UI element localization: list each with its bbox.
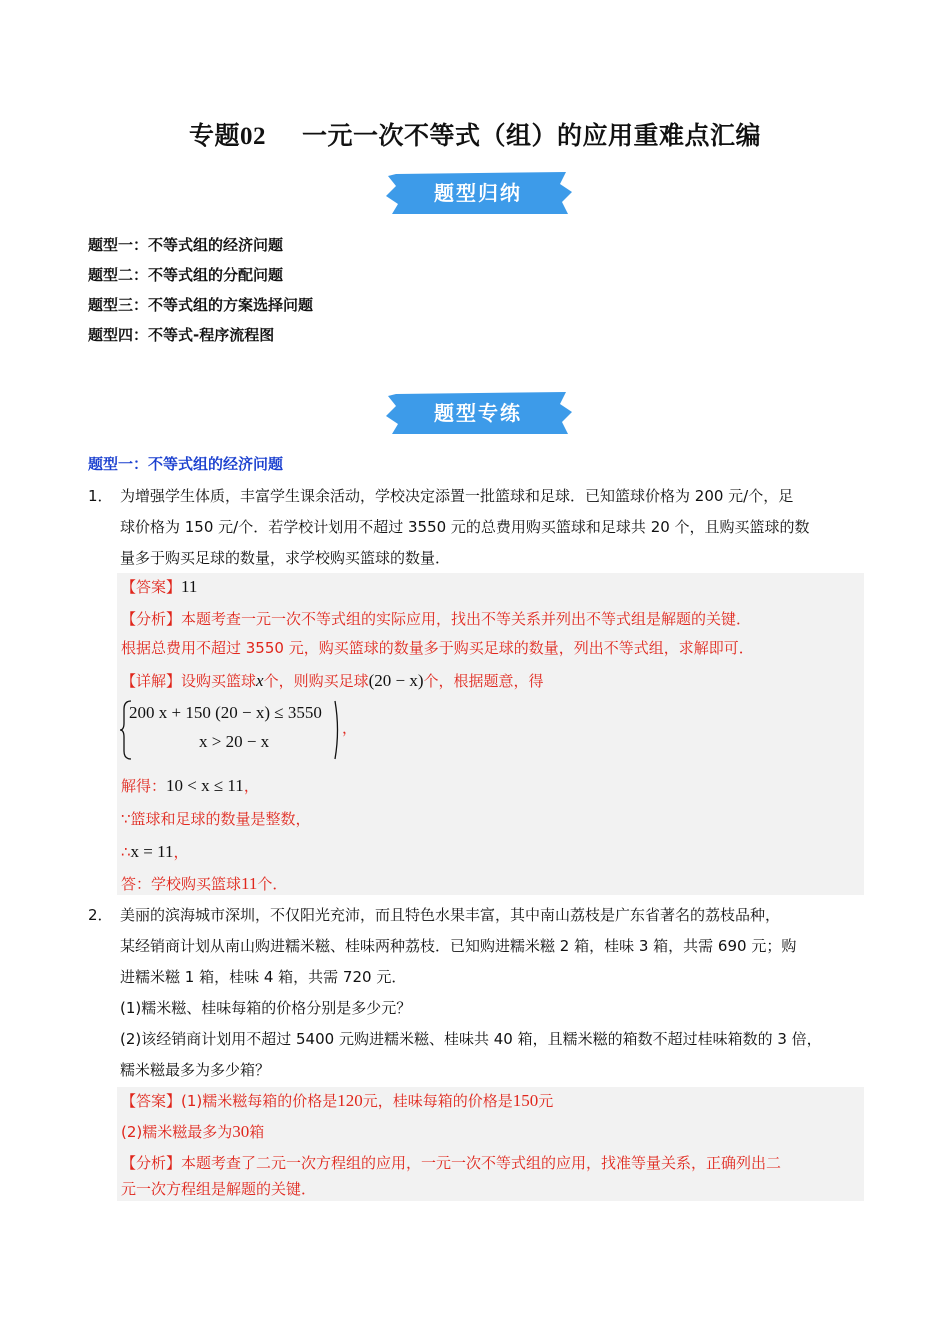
sub-question: (2)该经销商计划用不超过 5400 元购进糯米糍、桂味共 40 箱，且糯米糍的箱数不超过桂味箱数的 3 倍， xyxy=(120,1030,822,1048)
question-text: 为增强学生体质，丰富学生课余活动，学校决定添置一批篮球和足球．已知篮球价格为 200 元/个，足 xyxy=(120,487,794,505)
section-heading: 题型一：不等式组的经济问题 xyxy=(88,455,284,473)
therefore-symbol: ∴ xyxy=(121,843,131,861)
sub-question: 糯米糍最多为多少箱？ xyxy=(120,1061,271,1079)
answer-value: 150 xyxy=(512,1091,539,1110)
analysis-line: 元一次方程组是解题的关键． xyxy=(121,1180,317,1198)
title-prefix: 专题 xyxy=(188,121,240,150)
punctuation: ， xyxy=(173,843,189,861)
answer-text: 元，桂味每箱的价格是 xyxy=(362,1092,513,1110)
answer-text: (2)糯米糍最多为 xyxy=(121,1123,233,1141)
detail-text: 个，则购买足球 xyxy=(263,672,369,690)
analysis-line: 【分析】本题考查一元一次不等式组的实际应用，找出不等关系并列出不等式组是解题的关键． xyxy=(121,610,752,628)
inequality-system xyxy=(117,699,377,761)
inequality-2: x > 20 − x xyxy=(199,732,270,751)
type-item: 题型一：不等式组的经济问题 xyxy=(88,236,284,254)
title-text: 一元一次不等式（组）的应用重难点汇编 xyxy=(302,121,762,150)
title-number: 02 xyxy=(240,123,266,150)
final-answer: 个． xyxy=(257,875,288,893)
detail-text: 【详解】设购买篮球 xyxy=(121,672,257,690)
page-title xyxy=(0,116,950,152)
question-text: 进糯米糍 1 箱，桂味 4 箱，共需 720 元． xyxy=(120,968,407,986)
inequality-1: 200 x + 150 (20 − x) ≤ 3550 xyxy=(129,703,322,722)
answer-block-1 xyxy=(117,573,864,895)
type-item: 题型四：不等式-程序流程图 xyxy=(88,326,275,344)
right-paren xyxy=(334,699,342,761)
type-item: 题型二：不等式组的分配问题 xyxy=(88,266,284,284)
answer-value: 30 xyxy=(232,1122,250,1141)
banner-summary-label: 题型归纳 xyxy=(434,181,522,205)
question-text: 美丽的滨海城市深圳，不仅阳光充沛，而且特色水果丰富，其中南山荔枝是广东省著名的荔枝品种， xyxy=(120,906,781,924)
analysis-line: 根据总费用不超过 3550 元，购买篮球的数量多于购买足球的数量，列出不等式组，求解即可． xyxy=(121,639,754,657)
question-2 xyxy=(88,900,822,1086)
final-answer: 答：学校购买篮球 xyxy=(121,875,242,893)
answer-text: 【答案】(1)糯米糍每箱的价格是 xyxy=(121,1092,338,1110)
answer-value: 11 xyxy=(181,577,198,596)
banner-summary xyxy=(382,170,574,216)
punctuation: ， xyxy=(342,719,358,737)
answer-block-2 xyxy=(117,1087,864,1201)
sub-question: (1)糯米糍、桂味每箱的价格分别是多少元？ xyxy=(120,999,412,1017)
answer-text: 箱 xyxy=(249,1123,265,1141)
question-text: 某经销商计划从南山购进糯米糍、桂味两种荔枝．已知购进糯米糍 2 箱，桂味 3 箱，共需 690 元；购 xyxy=(120,937,797,955)
question-1 xyxy=(88,481,810,574)
type-list xyxy=(88,230,313,350)
solve-expression: 10 < x ≤ 11 xyxy=(166,776,244,795)
because-line: ∵篮球和足球的数量是整数， xyxy=(121,810,311,828)
variable-x: x xyxy=(256,671,264,690)
therefore-expression: x = 11 xyxy=(130,842,174,861)
detail-text: 个，根据题意，得 xyxy=(423,672,544,690)
punctuation: ， xyxy=(243,777,259,795)
banner-practice-label: 题型专练 xyxy=(434,401,522,425)
final-number: 11 xyxy=(241,874,258,893)
analysis-line: 【分析】本题考查了二元一次方程组的应用，一元一次不等式组的应用，找准等量关系，正确列出二 xyxy=(121,1154,782,1172)
math-expression: (20 − x) xyxy=(368,671,424,690)
banner-practice xyxy=(382,390,574,436)
question-text: 球价格为 150 元/个．若学校计划用不超过 3550 元的总费用购买篮球和足球共 20 个，且购买篮球的数 xyxy=(120,518,810,536)
question-number: 2． xyxy=(88,906,113,924)
answer-text: 元 xyxy=(538,1092,554,1110)
answer-tag: 【答案】 xyxy=(121,578,182,596)
solve-label: 解得： xyxy=(121,777,167,795)
question-text: 量多于购买足球的数量，求学校购买篮球的数量． xyxy=(120,549,451,567)
type-item: 题型三：不等式组的方案选择问题 xyxy=(88,296,314,314)
question-number: 1． xyxy=(88,487,113,505)
answer-value: 120 xyxy=(337,1091,363,1110)
